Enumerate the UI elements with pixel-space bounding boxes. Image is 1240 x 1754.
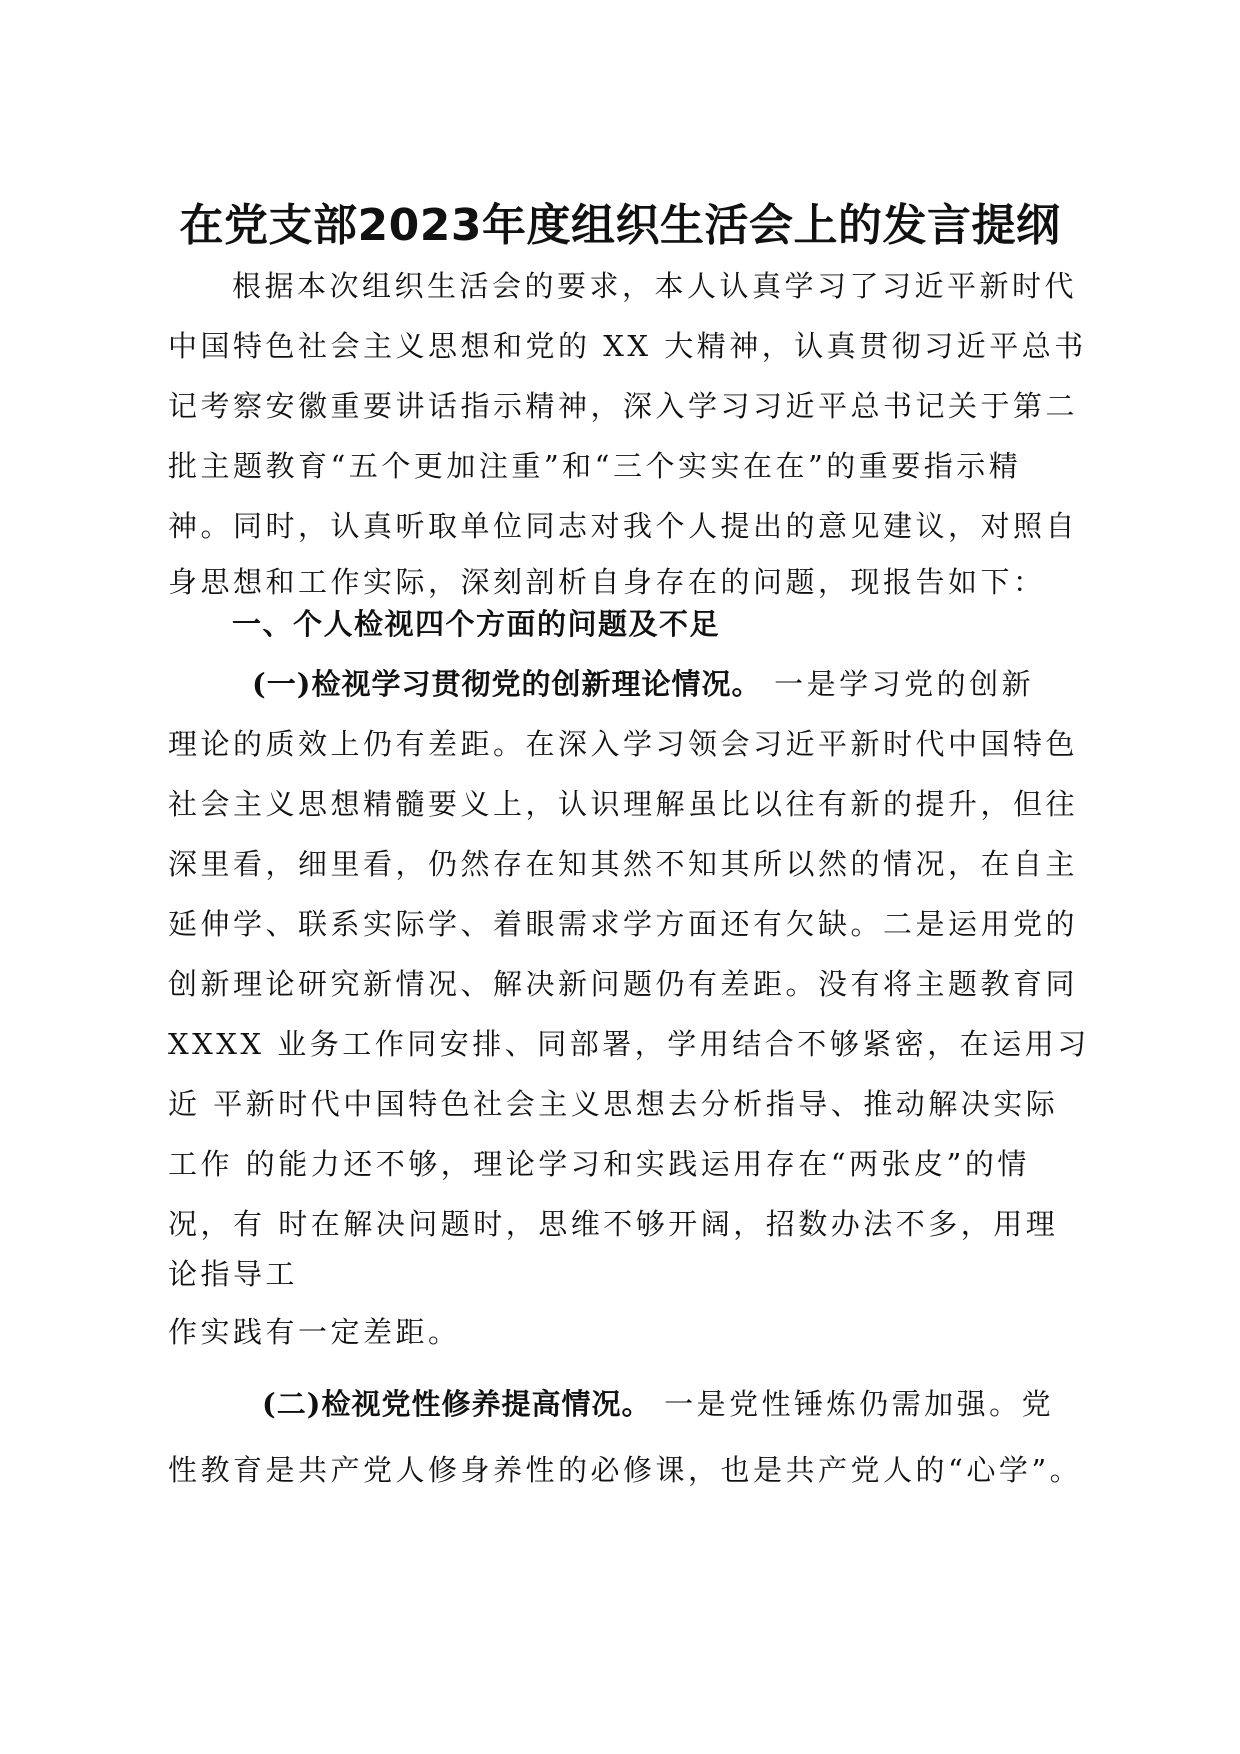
subsection-1-line-4: 延伸学、联系实际学、着眼需求学方面还有欠缺。二是运用党的 [168, 907, 1079, 941]
subsection-1-line-2: 社会主义思想精髓要义上，认识理解虽比以往有新的提升，但往 [168, 787, 1079, 821]
subsection-1-first-line [252, 664, 1034, 704]
subsection-1-line-7: 近 平新时代中国特色社会主义思想去分析指导、推动解决实际 [168, 1087, 1059, 1121]
subsection-2-first-line [262, 1384, 1054, 1424]
section-heading: 一、个人检视四个方面的问题及不足 [232, 607, 721, 641]
subsection-2-first-line-text: 一是党性锤炼仍需加强。党 [651, 1387, 1055, 1421]
subsection-1-line-8: 工作 的能力还不够，理论学习和实践运用存在“两张皮”的情 [168, 1147, 1030, 1181]
subsection-1-heading: (一)检视学习贯彻党的创新理论情况。 [252, 667, 762, 701]
subsection-2-heading: (二)检视党性修养提高情况。 [262, 1387, 652, 1421]
document-title: 在党支部2023年度组织生活会上的发言提纲 [179, 200, 1061, 251]
intro-line-1: 根据本次组织生活会的要求，本人认真学习了习近平新时代 [232, 269, 1078, 303]
subsection-1-line-9: 况，有 时在解决问题时，思维不够开阔，招数办法不多，用理 [168, 1207, 1059, 1241]
intro-line-4: 批主题教育“五个更加注重”和“三个实实在在”的重要指示精 [168, 449, 1022, 483]
subsection-1-line-10: 论指导工 [168, 1257, 299, 1291]
subsection-1-line-5: 创新理论研究新情况、解决新问题仍有差距。没有将主题教育同 [168, 967, 1079, 1001]
intro-line-2: 中国特色社会主义思想和党的 XX 大精神，认真贯彻习近平总书 [168, 329, 1087, 363]
subsection-1-line-1: 理论的质效上仍有差距。在深入学习领会习近平新时代中国特色 [168, 727, 1079, 761]
intro-line-6: 身思想和工作实际，深刻剖析自身存在的问题，现报告如下： [168, 565, 1046, 599]
subsection-1-line-11: 作实践有一定差距。 [168, 1315, 461, 1349]
subsection-1-line-3: 深里看，细里看，仍然存在知其然不知其所以然的情况，在自主 [168, 847, 1079, 881]
subsection-1-line-6: XXXX 业务工作同安排、同部署，学用结合不够紧密，在运用习 [168, 1027, 1090, 1061]
intro-line-3: 记考察安徽重要讲话指示精神，深入学习习近平总书记关于第二 [168, 389, 1079, 423]
subsection-1-first-line-text: 一是学习党的创新 [761, 667, 1035, 701]
subsection-2-line-1: 性教育是共产党人修身养性的必修课，也是共产党人的“心学”。 [168, 1453, 1083, 1487]
intro-line-5: 神。同时，认真听取单位同志对我个人提出的意见建议，对照自 [168, 509, 1079, 543]
